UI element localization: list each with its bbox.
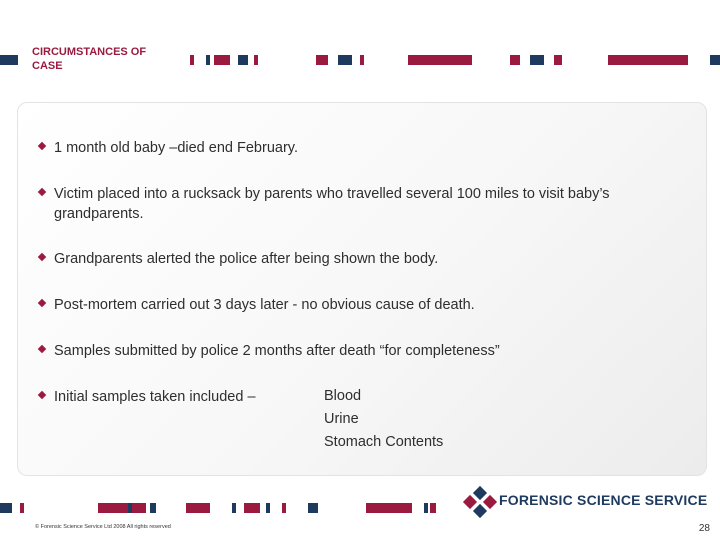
bottom-decorative-stripe xyxy=(0,503,460,513)
diamond-bullet-icon xyxy=(38,142,46,150)
logo-diamond-icon xyxy=(463,495,477,509)
diamond-bullet-icon xyxy=(38,345,46,353)
bullet-text: Grandparents alerted the police after being shown the body. xyxy=(54,251,439,267)
content-panel xyxy=(17,102,707,476)
page-number: 28 xyxy=(698,523,710,534)
bullet-text: Initial samples taken included – xyxy=(54,389,256,405)
sample-item: Blood xyxy=(324,388,362,404)
sample-item: Urine xyxy=(324,411,359,427)
slide-title: CIRCUMSTANCES OF CASE xyxy=(32,46,147,72)
copyright-notice: © Forensic Science Service Ltd 2008 All rights reserved xyxy=(35,524,171,530)
logo-diamond-icon xyxy=(483,495,497,509)
bullet-text: 1 month old baby –died end February. xyxy=(54,140,298,156)
diamond-bullet-icon xyxy=(38,299,46,307)
diamond-bullet-icon xyxy=(38,188,46,196)
sample-item: Stomach Contents xyxy=(324,434,444,450)
logo-diamond-icon xyxy=(473,486,487,500)
sample-list xyxy=(324,385,443,454)
logo-diamond-icon xyxy=(473,504,487,518)
bullet-text: Samples submitted by police 2 months after death “for completeness” xyxy=(54,343,500,359)
logo-text: FORENSIC SCIENCE SERVICE xyxy=(499,492,708,508)
forensic-science-service-logo xyxy=(461,486,708,518)
diamond-bullet-icon xyxy=(38,253,46,261)
diamond-bullet-icon xyxy=(38,391,46,399)
bullet-text: Victim placed into a rucksack by parents who travelled several 100 miles to visit baby’s grandparents. xyxy=(54,186,610,222)
bullet-text: Post-mortem carried out 3 days later - no obvious cause of death. xyxy=(54,297,475,313)
